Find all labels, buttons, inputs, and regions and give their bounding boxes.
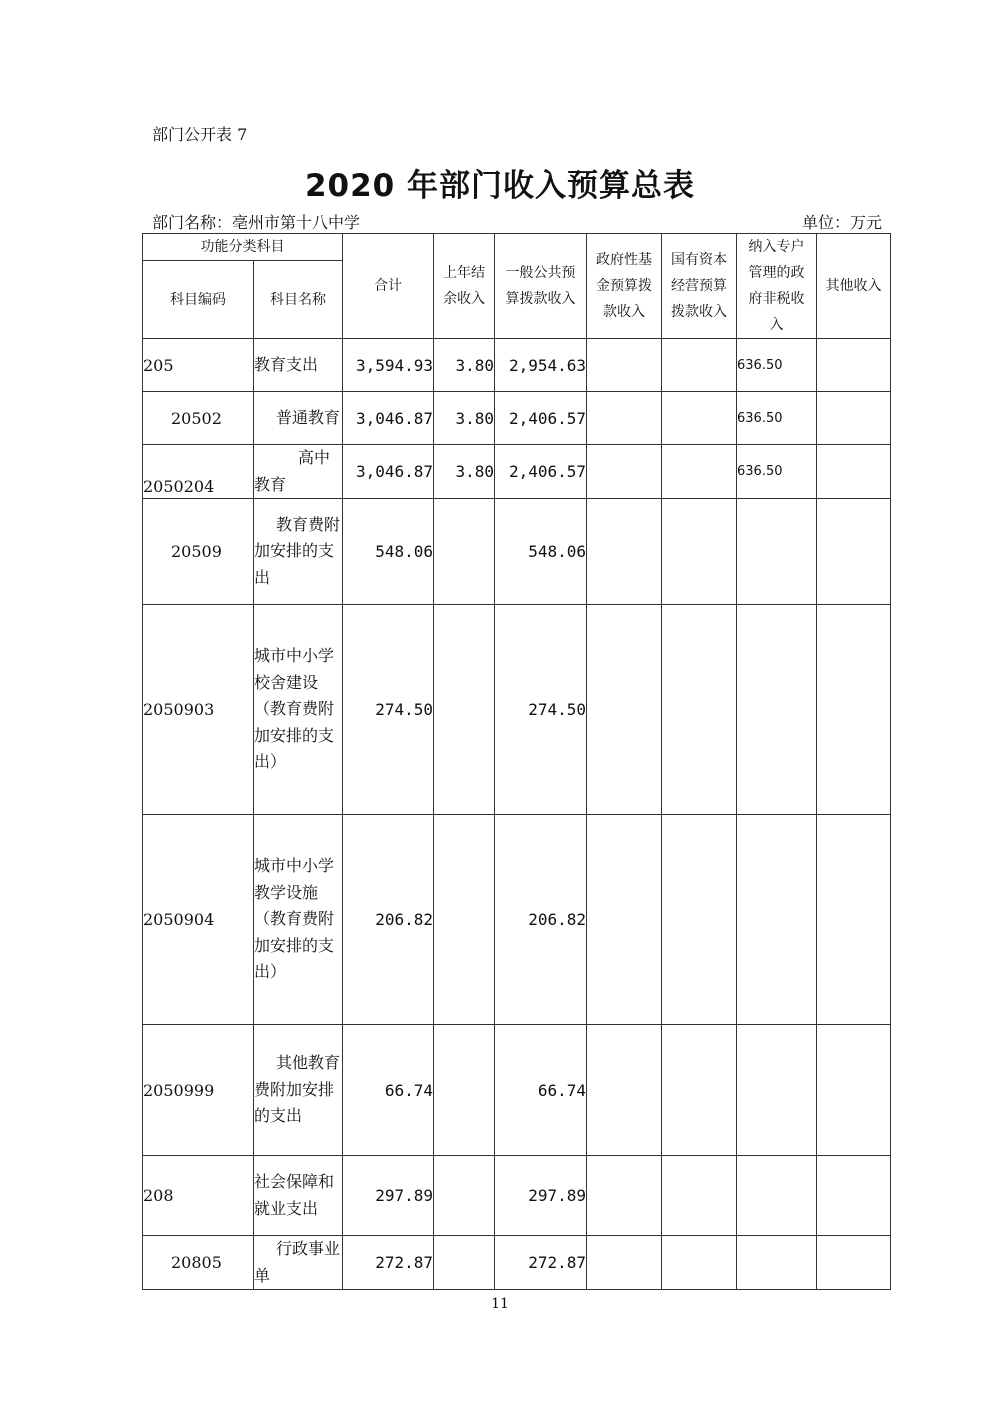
department-name: 部门名称：亳州市第十八中学 [152, 213, 361, 232]
table-row [143, 339, 891, 392]
header-general-budget: 一般公共预算拨款收入 [495, 234, 587, 339]
table-row [143, 1025, 891, 1156]
row-name: 教育费附加安排的支出 [254, 499, 343, 605]
row-non-tax [737, 815, 817, 1025]
table-row [143, 1156, 891, 1236]
header-state-capital: 国有资本经营预算拨款收入 [662, 234, 737, 339]
row-non-tax [737, 1156, 817, 1236]
row-fund [587, 605, 662, 815]
table-row [143, 499, 891, 605]
row-general: 2,406.57 [495, 445, 587, 499]
row-code: 2050903 [143, 605, 254, 815]
row-general: 274.50 [495, 605, 587, 815]
table-number-label: 部门公开表 7 [152, 125, 248, 144]
table-row [143, 445, 891, 499]
row-code: 20805 [143, 1236, 254, 1290]
budget-table [142, 233, 891, 1290]
row-fund [587, 339, 662, 392]
row-non-tax: 636.50 [737, 445, 817, 499]
row-fund [587, 392, 662, 445]
row-code: 2050999 [143, 1025, 254, 1156]
row-fund [587, 1025, 662, 1156]
row-non-tax [737, 605, 817, 815]
row-name: 城市中小学校舍建设（教育费附加安排的支出） [254, 605, 343, 815]
row-state-capital [662, 815, 737, 1025]
row-state-capital [662, 605, 737, 815]
header-non-tax: 纳入专户管理的政府非税收入 [737, 234, 817, 339]
row-state-capital [662, 1156, 737, 1236]
unit-label: 单位：万元 [801, 213, 882, 232]
row-fund [587, 1236, 662, 1290]
row-total: 272.87 [343, 1236, 434, 1290]
row-carryover: 3.80 [434, 392, 495, 445]
table-row [143, 605, 891, 815]
row-carryover [434, 815, 495, 1025]
row-total: 274.50 [343, 605, 434, 815]
row-carryover [434, 605, 495, 815]
row-other [817, 1156, 891, 1236]
row-general: 66.74 [495, 1025, 587, 1156]
row-other [817, 605, 891, 815]
row-total: 66.74 [343, 1025, 434, 1156]
row-fund [587, 815, 662, 1025]
row-state-capital [662, 499, 737, 605]
row-other [817, 1025, 891, 1156]
row-other [817, 1236, 891, 1290]
table-row [143, 392, 891, 445]
row-name: 城市中小学教学设施（教育费附加安排的支出） [254, 815, 343, 1025]
row-non-tax: 636.50 [737, 339, 817, 392]
row-code: 2050904 [143, 815, 254, 1025]
header-other-income: 其他收入 [817, 234, 891, 339]
row-total: 206.82 [343, 815, 434, 1025]
row-fund [587, 1156, 662, 1236]
row-name: 社会保障和就业支出 [254, 1156, 343, 1236]
row-state-capital [662, 445, 737, 499]
row-carryover [434, 1025, 495, 1156]
row-non-tax [737, 1236, 817, 1290]
row-non-tax: 636.50 [737, 392, 817, 445]
row-state-capital [662, 339, 737, 392]
row-name: 其他教育费附加安排的支出 [254, 1025, 343, 1156]
row-general: 206.82 [495, 815, 587, 1025]
row-total: 297.89 [343, 1156, 434, 1236]
row-code: 20509 [143, 499, 254, 605]
row-carryover [434, 499, 495, 605]
row-code: 208 [143, 1156, 254, 1236]
row-other [817, 339, 891, 392]
row-general: 297.89 [495, 1156, 587, 1236]
page-title: 2020 年部门收入预算总表 [304, 168, 696, 204]
table-row [143, 1236, 891, 1290]
row-other [817, 392, 891, 445]
row-total: 548.06 [343, 499, 434, 605]
row-state-capital [662, 1025, 737, 1156]
row-code: 20502 [143, 392, 254, 445]
header-subject-code: 科目编码 [143, 261, 254, 339]
page-number: 11 [491, 1296, 509, 1312]
row-total: 3,046.87 [343, 392, 434, 445]
row-carryover: 3.80 [434, 445, 495, 499]
row-name: 教育支出 [254, 339, 343, 392]
header-functional-category: 功能分类科目 [143, 234, 343, 261]
row-code: 2050204 [143, 445, 254, 499]
header-carryover: 上年结余收入 [434, 234, 495, 339]
row-total: 3,046.87 [343, 445, 434, 499]
row-general: 548.06 [495, 499, 587, 605]
header-subject-name: 科目名称 [254, 261, 343, 339]
row-state-capital [662, 1236, 737, 1290]
row-state-capital [662, 392, 737, 445]
row-name: 高中教育 [254, 445, 343, 499]
row-code: 205 [143, 339, 254, 392]
row-carryover [434, 1236, 495, 1290]
row-non-tax [737, 499, 817, 605]
header-total: 合计 [343, 234, 434, 339]
row-non-tax [737, 1025, 817, 1156]
row-name: 普通教育 [254, 392, 343, 445]
row-other [817, 445, 891, 499]
row-carryover [434, 1156, 495, 1236]
header-gov-fund: 政府性基金预算拨款收入 [587, 234, 662, 339]
row-general: 272.87 [495, 1236, 587, 1290]
row-carryover: 3.80 [434, 339, 495, 392]
row-fund [587, 499, 662, 605]
row-other [817, 499, 891, 605]
row-fund [587, 445, 662, 499]
row-name: 行政事业单 [254, 1236, 343, 1290]
table-row [143, 815, 891, 1025]
row-other [817, 815, 891, 1025]
row-general: 2,406.57 [495, 392, 587, 445]
row-total: 3,594.93 [343, 339, 434, 392]
row-general: 2,954.63 [495, 339, 587, 392]
